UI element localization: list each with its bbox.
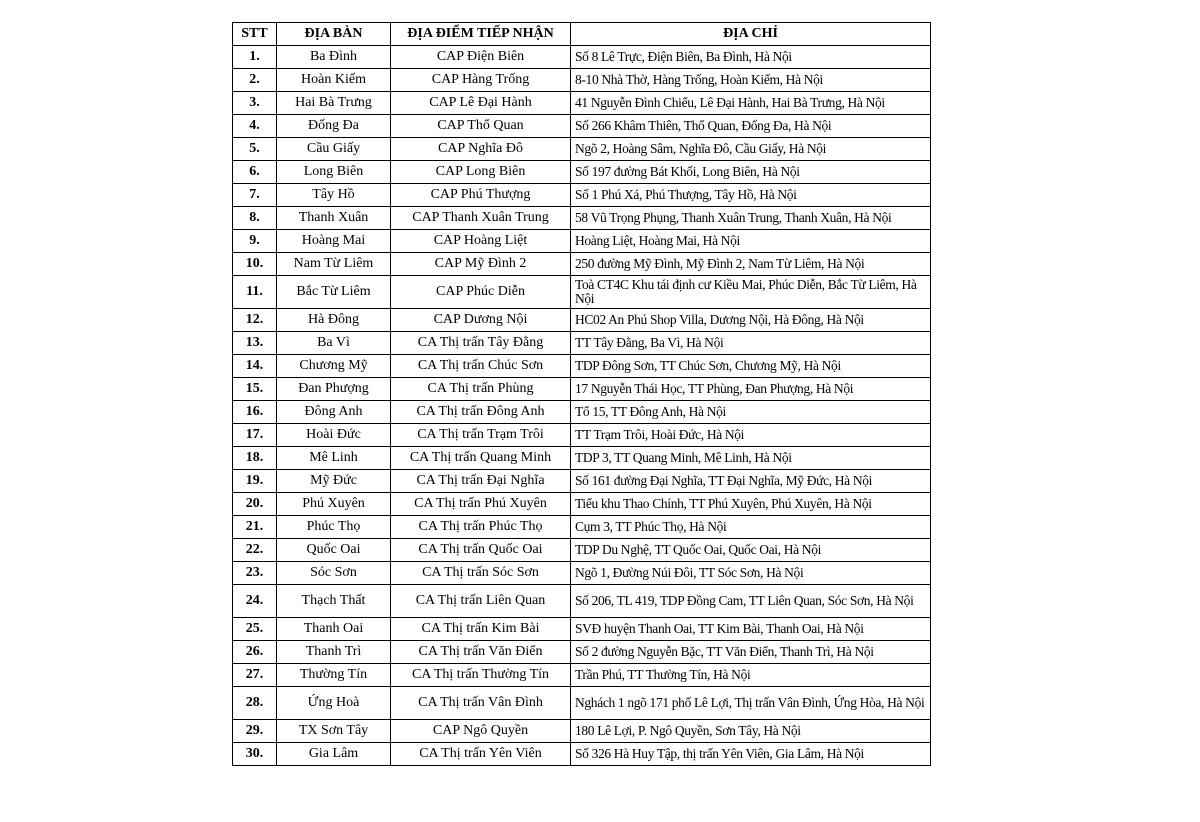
row-address: Tiểu khu Thao Chính, TT Phú Xuyên, Phú Xuyên, Hà Nội — [571, 493, 931, 516]
row-address: Hoàng Liệt, Hoàng Mai, Hà Nội — [571, 230, 931, 253]
table-header-row — [233, 23, 931, 46]
table-row — [233, 253, 931, 276]
row-stt: 27. — [233, 664, 277, 687]
row-stt: 23. — [233, 562, 277, 585]
row-district: Sóc Sơn — [277, 562, 391, 585]
table-row — [233, 562, 931, 585]
row-district: Hoàng Mai — [277, 230, 391, 253]
row-district: Thanh Xuân — [277, 207, 391, 230]
row-address: Số 206, TL 419, TDP Đồng Cam, TT Liên Quan, Sóc Sơn, Hà Nội — [571, 585, 931, 618]
row-stt: 10. — [233, 253, 277, 276]
row-place: CA Thị trấn Quốc Oai — [391, 539, 571, 562]
table-row — [233, 378, 931, 401]
row-address: 17 Nguyễn Thái Học, TT Phùng, Đan Phượng, Hà Nội — [571, 378, 931, 401]
row-stt: 24. — [233, 585, 277, 618]
row-district: Hà Đông — [277, 309, 391, 332]
row-district: Quốc Oai — [277, 539, 391, 562]
table-row — [233, 184, 931, 207]
row-stt: 6. — [233, 161, 277, 184]
row-district: Mỹ Đức — [277, 470, 391, 493]
row-place: CAP Long Biên — [391, 161, 571, 184]
row-district: Hai Bà Trưng — [277, 92, 391, 115]
row-district: Ba Vì — [277, 332, 391, 355]
row-place: CAP Phú Thượng — [391, 184, 571, 207]
row-stt: 21. — [233, 516, 277, 539]
row-district: Thanh Oai — [277, 618, 391, 641]
row-district: TX Sơn Tây — [277, 720, 391, 743]
row-stt: 3. — [233, 92, 277, 115]
table-row — [233, 516, 931, 539]
row-place: CAP Phúc Diễn — [391, 276, 571, 309]
row-place: CAP Dương Nội — [391, 309, 571, 332]
row-stt: 16. — [233, 401, 277, 424]
reception-points-table — [232, 22, 931, 766]
table-row — [233, 161, 931, 184]
row-address: TT Trạm Trôi, Hoài Đức, Hà Nội — [571, 424, 931, 447]
row-place: CA Thị trấn Đại Nghĩa — [391, 470, 571, 493]
row-address: TDP 3, TT Quang Minh, Mê Linh, Hà Nội — [571, 447, 931, 470]
row-district: Mê Linh — [277, 447, 391, 470]
table-row — [233, 664, 931, 687]
row-district: Thanh Trì — [277, 641, 391, 664]
row-stt: 18. — [233, 447, 277, 470]
table-body — [233, 46, 931, 766]
row-place: CA Thị trấn Yên Viên — [391, 743, 571, 766]
table-row — [233, 332, 931, 355]
row-place: CA Thị trấn Phúc Thọ — [391, 516, 571, 539]
row-place: CA Thị trấn Kim Bài — [391, 618, 571, 641]
row-place: CA Thị trấn Phú Xuyên — [391, 493, 571, 516]
row-district: Ba Đình — [277, 46, 391, 69]
row-place: CA Thị trấn Đông Anh — [391, 401, 571, 424]
row-stt: 26. — [233, 641, 277, 664]
row-address: TT Tây Đằng, Ba Vì, Hà Nội — [571, 332, 931, 355]
row-address: Số 1 Phú Xá, Phú Thượng, Tây Hồ, Hà Nội — [571, 184, 931, 207]
row-address: 250 đường Mỹ Đình, Mỹ Đình 2, Nam Từ Liêm, Hà Nội — [571, 253, 931, 276]
row-address: Ngõ 2, Hoàng Sâm, Nghĩa Đô, Cầu Giấy, Hà Nội — [571, 138, 931, 161]
row-stt: 11. — [233, 276, 277, 309]
table-row — [233, 309, 931, 332]
row-address: HC02 An Phú Shop Villa, Dương Nội, Hà Đông, Hà Nội — [571, 309, 931, 332]
row-address: 180 Lê Lợi, P. Ngô Quyền, Sơn Tây, Hà Nội — [571, 720, 931, 743]
row-address: Cụm 3, TT Phúc Thọ, Hà Nội — [571, 516, 931, 539]
table-row — [233, 230, 931, 253]
row-place: CAP Hoàng Liệt — [391, 230, 571, 253]
table-row — [233, 138, 931, 161]
row-district: Gia Lâm — [277, 743, 391, 766]
table-row — [233, 207, 931, 230]
row-stt: 12. — [233, 309, 277, 332]
row-address: Số 326 Hà Huy Tập, thị trấn Yên Viên, Gia Lâm, Hà Nội — [571, 743, 931, 766]
row-place: CAP Mỹ Đình 2 — [391, 253, 571, 276]
table-row — [233, 69, 931, 92]
row-address: Số 161 đường Đại Nghĩa, TT Đại Nghĩa, Mỹ Đức, Hà Nội — [571, 470, 931, 493]
header-district: ĐỊA BÀN — [277, 23, 391, 46]
table-row — [233, 355, 931, 378]
header-stt: STT — [233, 23, 277, 46]
row-district: Long Biên — [277, 161, 391, 184]
row-stt: 17. — [233, 424, 277, 447]
row-place: CA Thị trấn Chúc Sơn — [391, 355, 571, 378]
row-stt: 8. — [233, 207, 277, 230]
row-stt: 5. — [233, 138, 277, 161]
row-district: Cầu Giấy — [277, 138, 391, 161]
row-address: Số 8 Lê Trực, Điện Biên, Ba Đình, Hà Nội — [571, 46, 931, 69]
row-stt: 20. — [233, 493, 277, 516]
table-row — [233, 92, 931, 115]
row-stt: 2. — [233, 69, 277, 92]
row-district: Thạch Thất — [277, 585, 391, 618]
header-place: ĐỊA ĐIỂM TIẾP NHẬN — [391, 23, 571, 46]
row-place: CAP Lê Đại Hành — [391, 92, 571, 115]
row-address: Ngõ 1, Đường Núi Đôi, TT Sóc Sơn, Hà Nội — [571, 562, 931, 585]
table-row — [233, 720, 931, 743]
row-district: Phú Xuyên — [277, 493, 391, 516]
row-stt: 9. — [233, 230, 277, 253]
row-stt: 25. — [233, 618, 277, 641]
row-district: Chương Mỹ — [277, 355, 391, 378]
table-row — [233, 46, 931, 69]
table-row — [233, 618, 931, 641]
row-stt: 14. — [233, 355, 277, 378]
row-stt: 28. — [233, 687, 277, 720]
row-stt: 1. — [233, 46, 277, 69]
row-place: CAP Nghĩa Đô — [391, 138, 571, 161]
row-district: Đống Đa — [277, 115, 391, 138]
row-address: TDP Du Nghệ, TT Quốc Oai, Quốc Oai, Hà Nội — [571, 539, 931, 562]
row-place: CA Thị trấn Vân Đình — [391, 687, 571, 720]
row-address: SVĐ huyện Thanh Oai, TT Kim Bài, Thanh Oai, Hà Nội — [571, 618, 931, 641]
table-row — [233, 585, 931, 618]
row-address: Tổ 15, TT Đông Anh, Hà Nội — [571, 401, 931, 424]
table-row — [233, 424, 931, 447]
row-place: CAP Ngô Quyền — [391, 720, 571, 743]
row-address: TDP Đông Sơn, TT Chúc Sơn, Chương Mỹ, Hà Nội — [571, 355, 931, 378]
table-row — [233, 493, 931, 516]
row-stt: 22. — [233, 539, 277, 562]
row-address: Số 197 đường Bát Khối, Long Biên, Hà Nội — [571, 161, 931, 184]
row-place: CA Thị trấn Liên Quan — [391, 585, 571, 618]
row-place: CAP Thanh Xuân Trung — [391, 207, 571, 230]
row-stt: 19. — [233, 470, 277, 493]
table-row — [233, 470, 931, 493]
table-row — [233, 641, 931, 664]
row-address: Nghách 1 ngõ 171 phố Lê Lợi, Thị trấn Vân Đình, Ứng Hòa, Hà Nội — [571, 687, 931, 720]
row-district: Hoài Đức — [277, 424, 391, 447]
row-place: CA Thị trấn Quang Minh — [391, 447, 571, 470]
row-stt: 4. — [233, 115, 277, 138]
row-place: CAP Điện Biên — [391, 46, 571, 69]
row-address: Toà CT4C Khu tái định cư Kiều Mai, Phúc Diễn, Bắc Từ Liêm, Hà Nội — [571, 276, 931, 309]
row-district: Nam Từ Liêm — [277, 253, 391, 276]
row-address: Số 2 đường Nguyễn Bặc, TT Văn Điển, Thanh Trì, Hà Nội — [571, 641, 931, 664]
row-district: Thường Tín — [277, 664, 391, 687]
row-stt: 30. — [233, 743, 277, 766]
row-stt: 15. — [233, 378, 277, 401]
row-district: Tây Hồ — [277, 184, 391, 207]
row-place: CA Thị trấn Văn Điển — [391, 641, 571, 664]
row-address: Trần Phú, TT Thường Tín, Hà Nội — [571, 664, 931, 687]
table-row — [233, 276, 931, 309]
row-district: Bắc Từ Liêm — [277, 276, 391, 309]
row-district: Ứng Hoà — [277, 687, 391, 720]
row-place: CAP Hàng Trống — [391, 69, 571, 92]
row-stt: 29. — [233, 720, 277, 743]
row-address: 58 Vũ Trọng Phụng, Thanh Xuân Trung, Thanh Xuân, Hà Nội — [571, 207, 931, 230]
table-row — [233, 539, 931, 562]
row-district: Đan Phượng — [277, 378, 391, 401]
table-row — [233, 115, 931, 138]
row-place: CA Thị trấn Phùng — [391, 378, 571, 401]
row-district: Phúc Thọ — [277, 516, 391, 539]
table-row — [233, 401, 931, 424]
header-address: ĐỊA CHỈ — [571, 23, 931, 46]
row-place: CA Thị trấn Trạm Trôi — [391, 424, 571, 447]
row-district: Hoàn Kiếm — [277, 69, 391, 92]
table-row — [233, 447, 931, 470]
row-place: CA Thị trấn Thường Tín — [391, 664, 571, 687]
row-stt: 7. — [233, 184, 277, 207]
row-address: Số 266 Khâm Thiên, Thổ Quan, Đống Đa, Hà Nội — [571, 115, 931, 138]
row-place: CA Thị trấn Sóc Sơn — [391, 562, 571, 585]
row-place: CA Thị trấn Tây Đằng — [391, 332, 571, 355]
row-place: CAP Thổ Quan — [391, 115, 571, 138]
row-stt: 13. — [233, 332, 277, 355]
row-address: 41 Nguyễn Đình Chiểu, Lê Đại Hành, Hai Bà Trưng, Hà Nội — [571, 92, 931, 115]
table-row — [233, 687, 931, 720]
table-row — [233, 743, 931, 766]
row-address: 8-10 Nhà Thờ, Hàng Trống, Hoàn Kiếm, Hà Nội — [571, 69, 931, 92]
row-district: Đông Anh — [277, 401, 391, 424]
